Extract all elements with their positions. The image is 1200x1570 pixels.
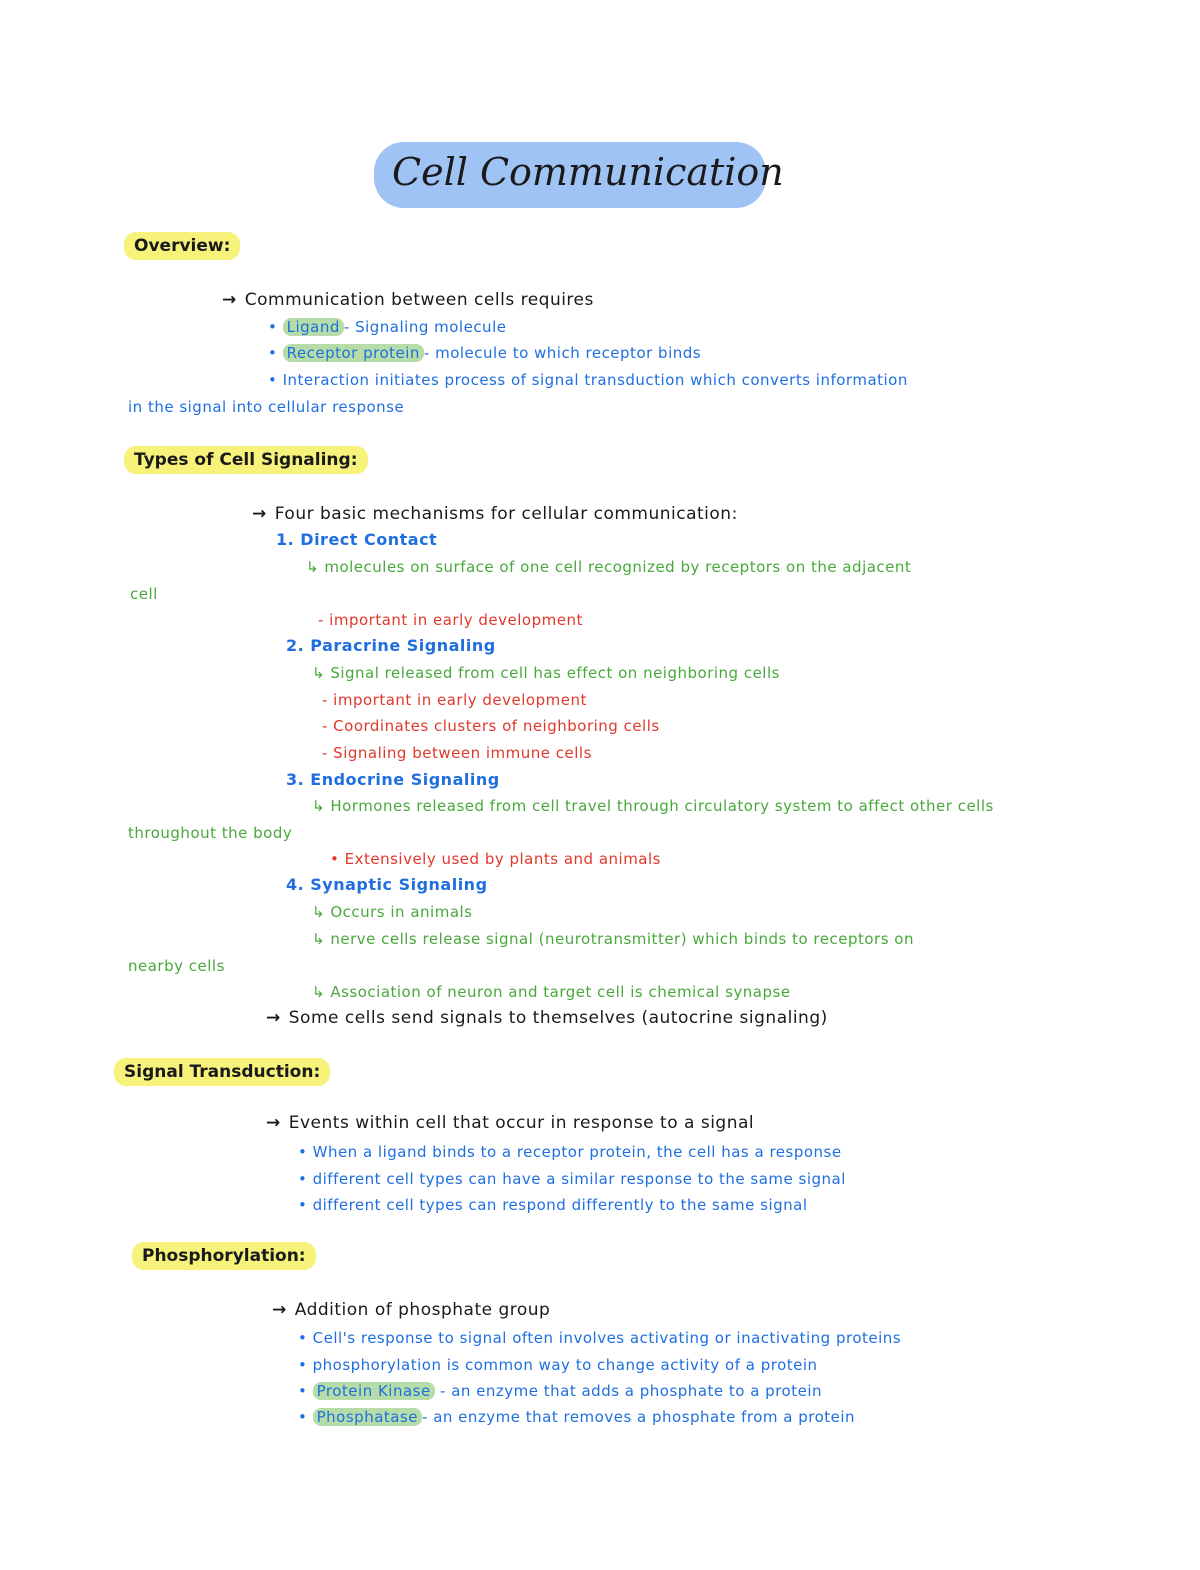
arrow-right-icon: → xyxy=(272,1300,287,1320)
paracrine-heading: 2. Paracrine Signaling xyxy=(286,636,496,655)
phosphorylation-bullet-2: • phosphorylation is common way to change activity of a protein xyxy=(298,1356,818,1374)
kinase-bullet: • Protein Kinase - an enzyme that adds a phosphate to a protein xyxy=(298,1382,822,1400)
page-title: Cell Communication xyxy=(392,150,784,194)
endocrine-note: • Extensively used by plants and animals xyxy=(330,850,661,868)
autocrine-arrow-line: → Some cells send signals to themselves (autocrine signaling) xyxy=(266,1008,828,1028)
ligand-term: Ligand xyxy=(283,318,344,336)
paracrine-desc: ↳ Signal released from cell has effect on neighboring cells xyxy=(312,664,780,682)
ligand-bullet: • Ligand - Signaling molecule xyxy=(268,318,507,336)
endocrine-desc: ↳ Hormones released from cell travel through circulatory system to affect other cells xyxy=(312,797,994,815)
receptor-bullet: • Receptor protein - molecule to which receptor binds xyxy=(268,344,702,362)
synaptic-heading: 4. Synaptic Signaling xyxy=(286,875,488,894)
interaction-continued: in the signal into cellular response xyxy=(128,398,405,416)
direct-contact-note: - important in early development xyxy=(318,611,583,629)
arrow-right-icon: → xyxy=(252,504,267,524)
phosphatase-term: Phosphatase xyxy=(313,1408,422,1426)
transduction-bullet-3: • different cell types can respond differently to the same signal xyxy=(298,1196,808,1214)
types-arrow-line: → Four basic mechanisms for cellular communication: xyxy=(252,504,738,524)
overview-arrow-line: → Communication between cells requires xyxy=(222,290,594,310)
paracrine-note-1: - important in early development xyxy=(322,691,587,709)
receptor-term: Receptor protein xyxy=(283,344,424,362)
synaptic-desc-1: ↳ Occurs in animals xyxy=(312,903,473,921)
phosphatase-bullet: • Phosphatase - an enzyme that removes a phosphate from a protein xyxy=(298,1408,856,1426)
phosphorylation-bullet-1: • Cell's response to signal often involves activating or inactivating proteins xyxy=(298,1329,902,1347)
transduction-arrow-line: → Events within cell that occur in response to a signal xyxy=(266,1113,755,1133)
arrow-right-icon: → xyxy=(266,1113,281,1133)
direct-contact-heading: 1. Direct Contact xyxy=(276,530,438,549)
endocrine-desc-continued: throughout the body xyxy=(128,824,293,842)
synaptic-desc-continued: nearby cells xyxy=(128,957,225,975)
direct-contact-desc: ↳ molecules on surface of one cell recognized by receptors on the adjacent xyxy=(306,558,912,576)
synaptic-desc-3: ↳ Association of neuron and target cell is chemical synapse xyxy=(312,983,791,1001)
overview-header: Overview: xyxy=(124,232,240,260)
paracrine-note-3: - Signaling between immune cells xyxy=(322,744,592,762)
endocrine-heading: 3. Endocrine Signaling xyxy=(286,770,500,789)
arrow-right-icon: → xyxy=(222,290,237,310)
synaptic-desc-2: ↳ nerve cells release signal (neurotransmitter) which binds to receptors on xyxy=(312,930,914,948)
transduction-bullet-2: • different cell types can have a similar response to the same signal xyxy=(298,1170,846,1188)
kinase-term: Protein Kinase xyxy=(313,1382,435,1400)
transduction-bullet-1: • When a ligand binds to a receptor protein, the cell has a response xyxy=(298,1143,842,1161)
interaction-bullet: • Interaction initiates process of signal transduction which converts information xyxy=(268,371,908,389)
arrow-right-icon: → xyxy=(266,1008,281,1028)
direct-contact-desc-continued: cell xyxy=(130,585,158,603)
paracrine-note-2: - Coordinates clusters of neighboring cells xyxy=(322,717,660,735)
transduction-header: Signal Transduction: xyxy=(114,1058,330,1086)
types-header: Types of Cell Signaling: xyxy=(124,446,368,474)
phosphorylation-arrow-line: → Addition of phosphate group xyxy=(272,1300,551,1320)
phosphorylation-header: Phosphorylation: xyxy=(132,1242,316,1270)
